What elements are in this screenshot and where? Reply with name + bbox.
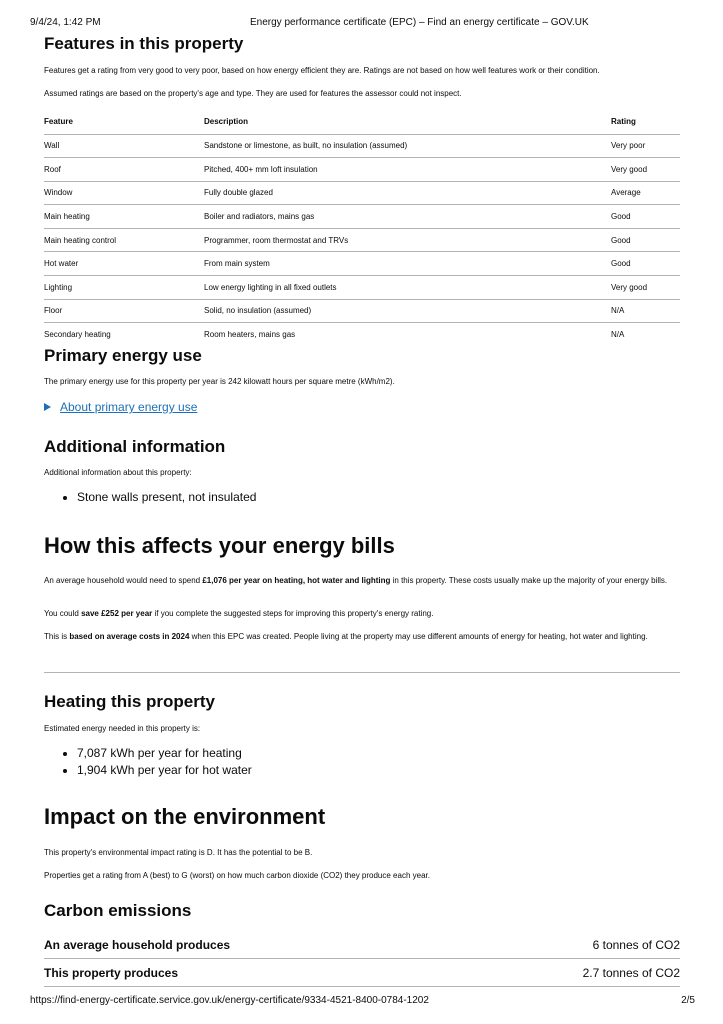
rating-cell: Good xyxy=(611,228,680,252)
list-item: • Stone walls present, not insulated xyxy=(77,489,256,506)
primary-energy-text: The primary energy use for this property per year is 242 kilowatt hours per square metre (kWh/m2). xyxy=(44,377,395,386)
carbon-row-value: 6 tonnes of CO2 xyxy=(592,937,680,952)
primary-energy-details-toggle[interactable] xyxy=(44,400,197,414)
environment-rating-text: This property's environmental impact rating is D. It has the potential to be B. xyxy=(44,848,313,857)
energy-bills-heading: How this affects your energy bills xyxy=(44,533,395,558)
feature-cell: Wall xyxy=(44,134,204,158)
feature-cell: Roof xyxy=(44,158,204,182)
rating-cell: Very good xyxy=(611,158,680,182)
page-number: 2/5 xyxy=(681,995,695,1006)
rating-cell: Very poor xyxy=(611,134,680,158)
print-datetime: 9/4/24, 1:42 PM xyxy=(30,17,101,28)
feature-cell: Window xyxy=(44,181,204,205)
table-row xyxy=(44,134,680,158)
feature-cell: Main heating control xyxy=(44,228,204,252)
heating-heading: Heating this property xyxy=(44,692,215,711)
column-header-description: Description xyxy=(204,110,611,134)
rating-cell: N/A xyxy=(611,299,680,323)
rating-cell: N/A xyxy=(611,330,625,340)
energy-bills-basis-text: This is based on average costs in 2024 when this EPC was created. People living at the property may use different amounts of energy for heating, hot water and lighting. xyxy=(44,632,648,641)
saving-highlight: save £252 per year xyxy=(81,609,153,618)
list-item: • 1,904 kWh per year for hot water xyxy=(77,762,252,779)
features-intro-assumed: Assumed ratings are based on the property's age and type. They are used for features the assessor could not inspect. xyxy=(44,89,462,98)
table-row xyxy=(44,181,680,205)
cost-basis-highlight: based on average costs in 2024 xyxy=(69,632,190,641)
carbon-heading: Carbon emissions xyxy=(44,901,192,920)
additional-info-text: Additional information about this property: xyxy=(44,468,192,477)
feature-cell: Floor xyxy=(44,299,204,323)
description-cell: Low energy lighting in all fixed outlets xyxy=(204,276,611,300)
environment-scale-text: Properties get a rating from A (best) to G (worst) on how much carbon dioxide (CO2) they produce each year. xyxy=(44,871,430,880)
description-cell: Solid, no insulation (assumed) xyxy=(204,299,611,323)
energy-bills-spend-text: An average household would need to spend £1,076 per year on heating, hot water and lighting in this property. These costs usually make up the majority of your energy bills. xyxy=(44,576,668,585)
heating-text: Estimated energy needed in this property is: xyxy=(44,724,201,733)
additional-info-list xyxy=(77,489,256,506)
table-row xyxy=(44,323,680,347)
rating-cell: Very good xyxy=(611,276,680,300)
features-intro-ratings: Features get a rating from very good to very poor, based on how energy efficient they are. Ratings are not based on how well features work or their condition. xyxy=(44,66,600,75)
feature-cell: Main heating xyxy=(44,205,204,229)
table-row xyxy=(44,252,680,276)
carbon-row-property xyxy=(44,959,680,987)
table-row xyxy=(44,205,680,229)
expand-triangle-icon xyxy=(44,403,51,411)
energy-bills-saving-text: You could save £252 per year if you complete the suggested steps for improving this property's energy rating. xyxy=(44,609,434,618)
features-table-header xyxy=(44,110,680,134)
rating-cell: Average xyxy=(611,181,680,205)
heating-list xyxy=(77,745,252,779)
description-cell: Fully double glazed xyxy=(204,181,611,205)
carbon-row-average xyxy=(44,931,680,959)
print-footer xyxy=(0,995,723,1009)
about-primary-energy-link[interactable]: About primary energy use xyxy=(60,400,198,414)
table-row xyxy=(44,158,680,182)
column-header-feature: Feature xyxy=(44,110,204,134)
print-url: https://find-energy-certificate.service.gov.uk/energy-certificate/9334-4521-8400-0784-1202 xyxy=(30,995,429,1006)
primary-energy-heading: Primary energy use xyxy=(44,346,202,365)
print-header xyxy=(0,17,723,31)
column-header-rating: Rating xyxy=(611,110,680,134)
rating-cell: Good xyxy=(611,252,680,276)
description-cell: Room heaters, mains gas xyxy=(204,330,296,340)
feature-cell: Secondary heating xyxy=(44,330,111,340)
carbon-row-value: 2.7 tonnes of CO2 xyxy=(582,965,680,980)
list-item: • 7,087 kWh per year for heating xyxy=(77,745,252,762)
carbon-row-label: An average household produces xyxy=(44,937,231,952)
table-row xyxy=(44,276,680,300)
description-cell: Boiler and radiators, mains gas xyxy=(204,205,611,229)
table-row xyxy=(44,228,680,252)
carbon-row-label: This property produces xyxy=(44,965,179,980)
section-divider xyxy=(44,672,680,673)
rating-cell: Good xyxy=(611,205,680,229)
description-cell: Sandstone or limestone, as built, no insulation (assumed) xyxy=(204,134,611,158)
description-cell: Programmer, room thermostat and TRVs xyxy=(204,228,611,252)
description-cell: From main system xyxy=(204,252,611,276)
annual-cost-highlight: £1,076 per year on heating, hot water and lighting xyxy=(202,576,391,585)
environment-heading: Impact on the environment xyxy=(44,804,326,829)
feature-cell: Lighting xyxy=(44,276,204,300)
features-heading: Features in this property xyxy=(44,34,244,53)
additional-info-heading: Additional information xyxy=(44,437,226,456)
feature-cell: Hot water xyxy=(44,252,204,276)
description-cell: Pitched, 400+ mm loft insulation xyxy=(204,158,611,182)
print-page-title: Energy performance certificate (EPC) – Find an energy certificate – GOV.UK xyxy=(250,17,589,28)
features-table xyxy=(44,110,680,346)
table-row xyxy=(44,299,680,323)
